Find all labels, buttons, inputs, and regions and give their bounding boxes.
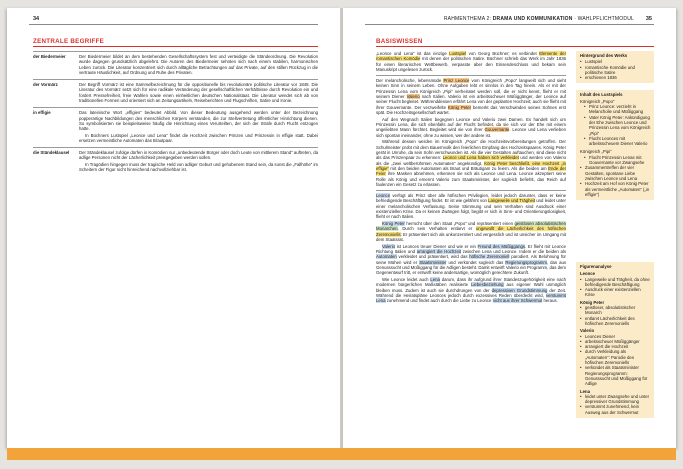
background-list (580, 59, 651, 80)
figure-trait-list (580, 334, 651, 387)
content-list-pipi (580, 155, 651, 197)
body-paragraph (376, 117, 566, 138)
text-segment: zwischen Lena und Leonce. Indem er die beiden als (461, 249, 566, 255)
text-segment: und leidet unter einer melancholischen Verfassung. Seine Stimmung und sein Verhalten sind Ausdruck einer existenziellen Krise. Da er keinen Zwängen folgt, begibt er sich in Sinn- und Orientierungslosigkeit, flieht er nach Italien. (376, 198, 566, 220)
side-list-item: • Flucht Leonces mit arbeitsscheuem Diener Valerio (580, 136, 651, 147)
glossary-entry (33, 51, 318, 76)
highlighted-text: Lena (430, 277, 440, 283)
figure-trait: • entlarvt Lächerlichkeit des höfischen Zeremoniells (580, 316, 651, 327)
highlighted-text: Prinz Leonce (443, 78, 470, 84)
glossary-definition (79, 150, 318, 173)
text-segment: . Er flieht mit Leonce Richtung Italien und (376, 243, 567, 255)
highlighted-text: Langeweile und Trägheit (488, 198, 536, 204)
glossary-paragraph: Der Biedermeier bildet an dem bestehenden Gesellschaftssystem fest und verteidigte die Ständeordnung. Die Revolution wurde dagegen grundsätzlich abgelehnt. Die Autoren des Biedermeier sehnten sich nach einem stabilen, harmonischen Leben zurück. Die Literatur konzentriert sich durch alltägliche Betrachtungen auf das Private, auf den stillen Rückzug in die vertraute Häuslichkeit, auf Ordnung und Ruhe des Privaten. (79, 54, 318, 75)
figure-trait-list (580, 305, 651, 326)
glossary-definition (79, 110, 318, 144)
side-list-item: • romantische Komödie und politische Satire (580, 65, 651, 76)
highlighted-text: Ende der Feier (376, 165, 566, 177)
bottom-accent-bar (7, 448, 676, 460)
figure-trait: • Ausdruck einer existenziellen Krise (580, 287, 651, 298)
glossary-entry (33, 79, 318, 104)
text-segment: : Er präsentiert sich als unkonzentriert und vergesslich und ist unsicher im Umgang mit dem Staatsrat. (376, 231, 566, 242)
figure-trait: • leidet unter Zwangsehe und unter depressiver Grundstimmung (580, 394, 651, 405)
content-list-popo (580, 104, 651, 146)
text-segment: und werden von Valerio als die „zwei weltberühmten Automaten“ angekündigt. (376, 155, 566, 166)
glossary-entry (33, 147, 318, 173)
body-paragraph (376, 193, 566, 219)
text-segment: Auf den Wegnach Italien begegnen Leonce und Valerio zwei Damen. Es handelt sich um Prinzessin Lena, die sich ebenfalls auf der Flucht befindet, da sie sich vor der Ehe mit einem ungeliebten Mann fürchtet. Begleitet wird sie von ihrer (376, 116, 566, 133)
body-paragraph (376, 244, 566, 276)
right-page-number: 35 (645, 16, 652, 22)
figure-trait: • Langeweile und Trägheit, da ohne befriedigende Beschäftigung (580, 277, 651, 288)
body-paragraph (376, 221, 566, 242)
text-segment: und verkündet sogleich das (446, 259, 506, 265)
text-segment: aus eigener Wahl unmöglich bleiben muss. Zudem ist auch sie durchdrungen von der (376, 282, 566, 293)
title-rule (376, 46, 654, 47)
highlighted-text: depressiven Grundstimmung (491, 287, 548, 293)
highlighted-text: König Peter beschließt, eine Hochzeit „in effigie“ (376, 160, 567, 171)
figure-name: Lena (580, 388, 591, 394)
highlighted-text: Gouvernante (484, 127, 510, 133)
running-head-prefix: RAHMENTHEMA 2: (443, 16, 492, 22)
text-segment: vom Königreich „Popo“ langweilt sich und sieht keinen Sinn in seinem Leben. Ohne Aufgaben lebt er sinnlos in den Tag hinein. Als er mit der Prinzessin Lena vom Königreich „Pipi“ verheiratet werden soll, die er nicht kennt, flieht er mit seinem Diener (376, 78, 566, 100)
highlighted-text: arrangiert die Hochzeit (416, 249, 461, 255)
figure-trait: • verstummt zunehmend, kein Ausweg aus der Schwermut (580, 404, 651, 415)
text-segment: „Leonce und Lena“ ist das einzige (376, 51, 450, 56)
kingdom-popo-label: Königreich „Popo“ (580, 98, 615, 104)
highlighted-text: Liebesbeziehung (471, 282, 504, 288)
figure-trait: • durch Verkleidung als „Automaten“: Parodie des höfischen Zeremoniells (580, 349, 651, 365)
right-page (343, 8, 676, 448)
highlighted-text: verstummt Lena (376, 292, 566, 304)
glossary-title: ZENTRALE BEGRIFFE (33, 38, 105, 45)
content-box (576, 90, 654, 200)
glossary-paragraph: Das lateinische Wort „effigies“ bedeutet Abbild. Von dieser Bedeutung ausgehend werden unter der Bezeichnung popperartige Nachbildungen des menschlichen Körpers verstanden, die zur Stellvertretung öffentlicher Hinrichtung dienen. So symbolisierten sie beispielsweise häufig die Hinrichtung eines Verurteilten, der sich der Strafe durch Flucht entzogen hatte. (79, 110, 318, 132)
background-box (576, 51, 654, 83)
text-segment: Wie Leonce leidet auch (382, 277, 431, 283)
highlighted-text: Automaten (376, 254, 397, 260)
highlighted-text: ungewollt die Lächerlichkeit des höfischen Zeremoniells (376, 226, 566, 237)
figure-trait-list (580, 277, 651, 298)
side-column-bottom (576, 262, 654, 421)
glossary-term: in effigie (33, 110, 51, 116)
glossary-paragraph: In Tragödien hingegen muss der tragische Held von adliger Geburt und gehobenem Stand sein, da sonst die „Fallhöhe“ im Scheitern der Figur nicht hinreichend nachvollziehbar ist. (79, 161, 318, 173)
figure-trait: • Leonces Diener (580, 334, 651, 339)
glossary-term: die Ständeklausel (33, 150, 70, 156)
text-segment: Der melancholische, lebensmüde (376, 78, 444, 84)
body-paragraph (376, 78, 566, 115)
figure-trait: • geistloser, absolutistischer Monarch (580, 305, 651, 316)
highlighted-text: höfische Zeremoniell (469, 254, 510, 260)
glossary-definition (79, 82, 318, 104)
running-head-suffix: · WAHLPFLICHTMODUL (574, 16, 634, 22)
text-segment: . Leonce und Lena verlieben sich spontan ineinander, ohne zu wissen, wer der andere ist. (376, 127, 566, 138)
side-list-item: • Vater König Peter: Ankündigung der Ehe zwischen Leonce und Prinzessin Lena vom Königreich „Pipi“ (580, 115, 651, 136)
basiswissen-title: BASISWISSEN (376, 38, 423, 45)
text-segment: parodiert. Als Belohnung für seine Mühen wird er (376, 254, 566, 265)
book-spread (7, 8, 676, 458)
highlighted-text: Freund des Müßiggangs (477, 243, 526, 249)
side-list-item: • Lustspiel (580, 59, 651, 64)
figure-name: Valerio (580, 328, 595, 334)
highlighted-text: Elemente der romantischen Komödie (376, 51, 566, 62)
paragraph-divider (376, 190, 566, 191)
highlighted-text: Lustspiel (449, 51, 467, 56)
glossary-paragraph: Der Ständeklausel zufolge dürfen in Komödien nur „unbedeutende Bürger oder doch Leute von mittlerem Stand“ auftreten, da adlige Personen nicht der Lächerlichkeit preisgegeben werden sollen. (79, 150, 318, 161)
side-list-item: • Hochzeit am Hof von König Peter als vermeintliche „Automaten“ („in effigie“) (580, 181, 651, 197)
figure-trait: • arrangiert die Hochzeit (580, 344, 651, 349)
figure-name: Leonce (580, 271, 596, 277)
body-paragraph (376, 51, 566, 72)
highlighted-text: Valerio (382, 243, 396, 249)
side-list-item: • Zusammentreffen der vier Gestalten, spontane Liebe zwischen Leonce und Lena (580, 165, 651, 181)
text-segment: der Zeit. Während die Heiratspläne Leonces jedoch durch exzessives Reden überdeckt wird, (376, 287, 566, 298)
glossary-definition (79, 54, 318, 76)
text-segment: ist Leonces treuer Diener und wie er ein (395, 243, 478, 249)
highlighted-text: Leonce und Lena haben sich verkleidet (442, 155, 519, 161)
text-segment: Während dessen werden im Königreich „Popo“ die Hochzeitsvorbereitungen getroffen. Der Schulmeister probt mit dem Bauernvolk den feierlichen Empfang des Hochzeitspaares. König Peter gerät in Unruhe, da sein Sohn verschwunden ist. Als die vier Gestalten auftauchen, sind diese nicht als das Prinzenpaar zu erkennen: (376, 139, 566, 161)
glossary-term: der Biedermeier (33, 54, 66, 59)
glossary-paragraph: In Büchners Lustspiel „Leonce und Lena“ findet die Hochzeit zwischen Prinzen und Prinzessin in effigie statt. Dabei ersetzen vermeintliche Automaten das Brautpaar. (79, 132, 318, 143)
glossary-paragraph: Der Begriff Vormärz ist eine Sammelbezeichnung für die oppositionelle bis revolutionäre politische Literatur vor 1848. Die Literatur des Vormärz setzt sich für eine radikale Veränderung der gesellschaftlichen Verhältnisse durch Revolution ein und fordert Pressefreiheit, freie Wahlen sowie einen einheitlichen deutschen Nationalstaat. Die Literatur wendet sich ab von traditionellen Formen und orientiert sich an Zeitungsartikeln, Reiseberichten und Flugschriften, Satire und Ironie. (79, 82, 318, 104)
side-column-top (576, 51, 654, 203)
text-segment: heraus. (542, 298, 558, 304)
kingdom-pipi-label: Königreich „Pipi“ (580, 149, 612, 155)
top-rule (365, 24, 654, 25)
text-segment: mit denen der politischen Satire. Büchner schrieb das Werk im Jahr 1836 für einen literarischen Wettbewerb, verpasste aber den Einsendeschluss und bekam sein Manuskript ungelesen zurück. (376, 56, 566, 72)
figure-trait-list (580, 394, 651, 415)
running-head-topic: DRAMA UND KOMMUNIKATION (492, 16, 573, 22)
left-page (7, 8, 340, 448)
highlighted-text: geistlosen absolutistischen Monarchen (376, 221, 566, 232)
highlighted-text: Valerio (406, 94, 420, 100)
glossary-entry (33, 107, 318, 144)
running-head (444, 16, 634, 22)
text-segment: mit den beiden Automaten als Braut und Bräutigam zu feiern. Als die beiden am (388, 165, 549, 171)
highlighted-text: Leonce (376, 193, 391, 199)
text-segment: bemerkt das Verschwinden seines Sohnes erst spät. Die Hochzeitsgesellschaft wartet. (376, 104, 566, 115)
paragraph-divider (376, 75, 566, 76)
text-segment: , das aus Genusssucht und Müßiggang für die Adligen besteht. Damit entwirft Valerio ein Programm, das dem Gegenentwurf tritt, er entwirft keine andersartige, womöglich gerechtere Zukunft. (376, 259, 567, 276)
body-paragraph (376, 139, 566, 187)
side-box-heading: Inhalt des Lustspiels (580, 92, 623, 98)
highlighted-text: Staatsminister (419, 259, 447, 265)
glossary-term: der Vormärz (33, 82, 58, 88)
highlighted-text: Regierungsprogramm (505, 259, 547, 265)
figure-analysis-box (576, 262, 654, 418)
side-box-heading: Hintergrund des Werks (580, 53, 628, 58)
text-segment: verfügt als Prinz über alle höfischen Privilegien, leidet jedoch darunter, dass er keine befriedigende Beschäftigung findet. Er ist wie gelähmt von (376, 193, 566, 204)
text-segment: darum, dass ihr aufgrund ihrer Standeszugehörigkeit eine nach modernen bürgerlichen Maßstäben realisierte (376, 277, 566, 288)
figure-trait: • verkündet als Staatsminister Regierungsprogramm: Genusssucht und Müßiggang für Adlige (580, 365, 651, 386)
text-segment: nach Italien. Valerio ist ein arbeitsscheuer Müßiggänger, der Leonce auf seiner Flucht begleitet. Währenddessen erfährt Lena von der geplanten Hochzeit; auch sie flieht mit ihrer Gouvernante. Der verzweifelte (376, 94, 566, 110)
left-page-number: 34 (33, 16, 40, 22)
highlighted-text: König Peter (382, 221, 405, 227)
side-box-heading: Figurenanalyse (580, 264, 612, 269)
figure-name: König Peter (580, 299, 605, 305)
main-text-column (376, 51, 566, 305)
top-rule (29, 24, 318, 25)
figure-trait: • arbeitsscheuer Müßiggänger (580, 339, 651, 344)
text-segment: ihre Masken abnehmen, erkennen sie sich als Leonce und Lena. Leonce akzeptiert seine Rolle als König und ernennt Valerio zum Staatsminister, der sogleich befiehlt, das Reich auf faulenzen ein Gesetz zu erlassen. (376, 171, 566, 187)
text-segment: verkleidet und präsentiert, wird das (396, 254, 470, 260)
text-segment: zunehmend und findet auch durch die Liebe zu Leonce (385, 298, 493, 304)
side-list-item: • erschienen 1836 (580, 75, 651, 80)
text-segment: . Durch sein Verhalten entlarvt er (397, 226, 476, 232)
text-segment: herrscht über den Staat „Popo“ und repräsentiert einen (404, 221, 515, 227)
side-list-item: • Flucht Prinzessin Lenas mit Gouvernante vor Zwangsehe (580, 155, 651, 166)
text-segment: von Georg Büchner; es verbindet (466, 51, 540, 56)
highlighted-text: König Peter (447, 104, 472, 110)
side-list-item: • Prinz Leonce: verzieht in Melancholie und Müßiggang (580, 104, 651, 115)
glossary-list (33, 51, 318, 176)
figure-analysis-groups (580, 271, 651, 415)
title-rule (33, 46, 318, 47)
body-paragraph (376, 277, 566, 303)
highlighted-text: nicht aus ihrer Schwermut (492, 298, 543, 304)
